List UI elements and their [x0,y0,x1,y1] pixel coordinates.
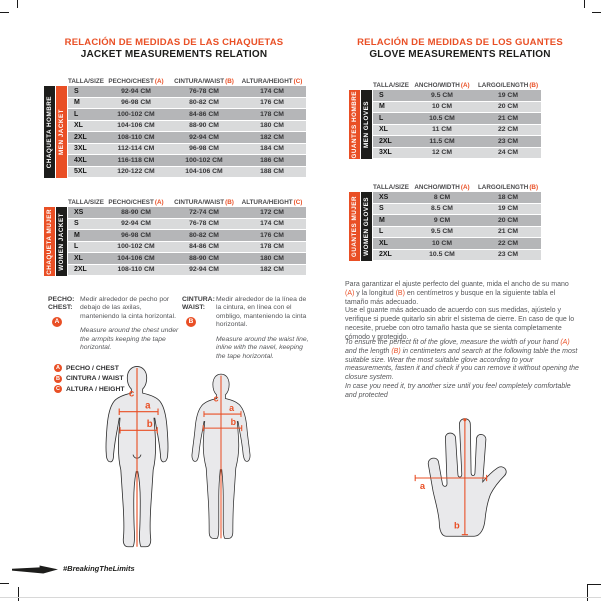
table-row [68,109,306,120]
women-jacket-strip-es: CHAQUETA MUJER [46,208,53,275]
table-row [373,215,541,226]
glove-note-en-p2: In case you need it, try another size until you feel completely comfortable and protected [345,382,571,399]
td-height: 180 CM [260,254,284,262]
td-size: M [379,103,385,111]
glove-note-es-p1: Para garantizar el ajuste perfecto del guante, mida el ancho de su mano (A) y la longitud (B) en centímetros y busque en la siguiente tabla el tamaño más adecuado. [345,281,569,306]
td-length: 23 CM [497,251,519,259]
col-height: ALTURA/HEIGHT(C) [241,77,303,85]
col-size: TALLA/SIZE [68,198,104,206]
table-row [373,102,541,113]
waist-label-en: WAIST: [182,304,206,312]
td-width: 9.5 CM [431,91,453,99]
col-length: LARGO/LENGTH(B) [477,81,539,89]
td-size: S [74,220,79,228]
td-width: 12 CM [431,149,453,157]
men-jacket-strip-es: CHAQUETA HOMBRE [44,86,55,178]
crop-mark [17,0,18,8]
women-gloves-rows [373,192,541,261]
td-size: 3XL [379,149,392,157]
td-length: 24 CM [497,149,519,157]
td-size: L [74,243,79,251]
table-row [68,207,306,218]
td-height: 176 CM [260,99,284,107]
legend-height: C ALTURA / HEIGHT [56,385,125,393]
td-length: 20 CM [497,216,519,224]
td-height: 174 CM [260,87,284,95]
crop-mark [0,583,9,584]
table-row [68,86,306,97]
col-length: LARGO/LENGTH(B) [477,183,539,191]
col-chest: PECHO/CHEST(A) [108,198,164,206]
hand-diagram [402,412,520,544]
women-jacket-table [44,197,306,276]
footer-hashtag: #BreakingTheLimits [63,564,135,573]
label-a: a [229,403,235,414]
td-size: 2XL [74,266,87,274]
waist-text-en: Measure around the waist line, inline with the navel, keeping the tape horizontal. [216,335,309,360]
waist-text-es: Medir alrededor de la línea de la cintura, en línea con el ombligo, manteniendo la cinta horizontal. [216,296,307,329]
td-height: 180 CM [260,122,284,130]
legend-waist: B CINTURA / WAIST [56,375,124,382]
td-height: 178 CM [260,110,284,118]
td-size: XS [74,208,84,216]
page-edge-line [0,597,601,598]
label-a: a [145,400,151,412]
letter-a-badge: A [52,317,62,327]
td-size: S [74,87,79,95]
td-waist: 80-82 CM [189,231,219,239]
table-row [68,242,306,253]
brand-logo-icon [12,565,58,574]
table-row [68,121,306,132]
td-length: 22 CM [497,239,519,247]
td-size: 4XL [74,156,87,164]
td-width: 8 CM [433,193,451,201]
crop-mark [0,12,9,13]
td-waist: 84-86 CM [189,243,219,251]
td-waist: 92-94 CM [189,133,219,141]
men-gloves-rows [373,90,541,159]
col-waist: CINTURA/WAIST(B) [174,77,234,85]
table-row [68,155,306,166]
td-width: 9 CM [433,216,451,224]
td-size: L [74,110,79,118]
td-width: 11.5 CM [429,137,455,145]
table-row [373,125,541,136]
gloves-title-en: GLOVE MEASUREMENTS RELATION [369,49,551,60]
label-c: c [128,388,135,400]
td-length: 23 CM [497,137,519,145]
td-size: L [379,228,384,236]
td-size: 3XL [74,145,87,153]
glove-note-es [345,281,579,342]
women-gloves-strip-en: WOMEN GLOVES [361,192,372,261]
td-height: 178 CM [260,243,284,251]
table-row [68,98,306,109]
table-row [373,238,541,249]
letter-a-badge: A [54,364,62,372]
td-size: 2XL [379,137,392,145]
table-row [68,265,306,276]
td-waist: 96-98 CM [189,145,219,153]
td-height: 176 CM [260,231,284,239]
jackets-title-en: JACKET MEASUREMENTS RELATION [80,49,268,60]
td-waist: 88-90 CM [189,122,219,130]
waist-label-es: CINTURA: [182,296,215,303]
td-waist: 80-82 CM [189,99,219,107]
letter-b-badge: B [186,317,196,327]
col-width: ANCHO/WIDTH(A) [414,183,470,191]
td-size: M [74,231,80,239]
td-length: 21 CM [497,114,519,122]
table-row [68,144,306,155]
col-size: TALLA/SIZE [373,183,409,191]
td-size: M [379,216,385,224]
td-size: 5XL [74,168,87,176]
td-length: 21 CM [497,228,519,236]
td-size: S [379,205,384,213]
letter-b-badge: B [54,375,62,383]
td-chest: 116-118 CM [117,156,155,164]
td-size: XL [379,126,388,134]
gloves-title [345,37,575,60]
td-waist: 92-94 CM [189,266,219,274]
td-width: 11 CM [432,126,452,134]
label-c: c [213,393,219,404]
td-waist: 76-78 CM [189,87,219,95]
men-jacket-header [68,76,306,86]
label-a: a [419,480,426,491]
td-length: 19 CM [497,205,519,213]
col-waist: CINTURA/WAIST(B) [174,198,234,206]
table-row [68,167,306,178]
chest-label-es: PECHO: [48,296,75,303]
td-size: XS [379,193,389,201]
td-size: XL [379,239,388,247]
men-jacket-rows [68,86,306,178]
female-body-diagram [184,364,258,550]
td-chest: 92-94 CM [121,87,151,95]
td-chest: 96-98 CM [121,231,151,239]
glove-note-en [345,339,579,400]
table-row [68,219,306,230]
chest-label-en: CHEST: [48,304,73,312]
td-chest: 112-114 CM [117,145,155,153]
td-height: 182 CM [260,133,284,141]
td-chest: 100-102 CM [117,110,155,118]
women-gloves-strip-es: GUANTES MUJER [349,192,360,261]
td-chest: 88-90 CM [121,208,151,216]
col-size: TALLA/SIZE [373,81,409,89]
td-chest: 120-122 CM [117,168,155,176]
td-size: M [74,99,80,107]
women-jacket-strip-en: WOMEN JACKET [56,207,67,276]
table-row [68,253,306,264]
gloves-title-es: RELACIÓN DE MEDIDAS DE LOS GUANTES [357,37,563,48]
col-chest: PECHO/CHEST(A) [108,77,164,85]
td-width: 10 CM [431,239,453,247]
td-chest: 108-110 CM [117,266,155,274]
crop-mark [587,584,588,601]
crop-mark [592,12,601,13]
td-height: 182 CM [260,266,284,274]
td-length: 22 CM [497,126,519,134]
td-size: XL [74,254,83,262]
label-b: b [454,520,460,531]
td-width: 10.5 CM [429,114,455,122]
col-width: ANCHO/WIDTH(A) [414,81,470,89]
td-height: 174 CM [260,220,284,228]
men-gloves-header [373,80,541,90]
td-size: S [379,91,384,99]
men-jacket-table [44,76,306,178]
hand-silhouette [428,419,506,537]
table-row [68,230,306,241]
waist-measure-note [182,296,312,367]
col-height: ALTURA/HEIGHT(C) [241,198,303,206]
jackets-title [40,37,308,60]
td-waist: 104-106 CM [185,168,223,176]
td-size: L [379,114,384,122]
label-b: b [230,417,237,428]
women-jacket-header [68,197,306,207]
table-row [373,250,541,261]
women-gloves-header [373,182,541,192]
legend-chest: A PECHO / CHEST [56,364,119,372]
men-gloves-strip-en: MEN GLOVES [361,90,372,159]
table-row [373,192,541,203]
table-row [373,148,541,159]
label-b: b [146,419,153,431]
table-row [373,113,541,124]
men-gloves-strip-es: GUANTES HOMBRE [351,90,358,159]
td-size: 2XL [74,133,87,141]
td-length: 19 CM [497,91,519,99]
td-waist: 84-86 CM [189,110,219,118]
table-row [373,204,541,215]
td-waist: 72-74 CM [189,208,219,216]
td-size: XL [74,122,83,130]
men-gloves-table [349,80,541,159]
glove-note-en-p1: To ensure the perfect fit of the glove, measure the width of your hand (A) and the length (B) in centimeters and search at the following table the most suitable size. Wear the most suitable glove according to your measurements, fasten it and check if you can remove it without opening the closure system. [345,339,579,381]
chest-text-es: Medir alrededor de pecho por debajo de las axilas, manteniendo la cinta horizontal. [80,296,176,320]
chest-measure-note [48,296,180,359]
td-height: 184 CM [260,145,284,153]
td-length: 18 CM [497,193,519,201]
td-chest: 92-94 CM [121,220,151,228]
crop-mark [584,0,585,8]
women-jacket-rows [68,207,306,276]
td-length: 20 CM [497,103,519,111]
men-jacket-strip-en: MEN JACKET [56,86,67,178]
table-row [373,227,541,238]
td-chest: 108-110 CM [117,133,155,141]
crop-mark [588,584,601,585]
col-size: TALLA/SIZE [68,77,104,85]
women-gloves-table [349,182,541,261]
glove-note-es-p2: Use el guante más adecuado de acuerdo con sus medidas, ajústelo y verifique si puede quitarlo sin abrir el sistema de cierre. En caso de que lo necesite, pruebe con otro tamaño hasta que se sienta completamente cómodo y protegido. [345,307,575,341]
table-row [373,90,541,101]
td-width: 10 CM [431,103,453,111]
crop-mark [18,587,19,601]
table-row [373,136,541,147]
td-chest: 104-106 CM [117,254,155,262]
td-height: 186 CM [260,156,284,164]
td-width: 10.5 CM [429,251,455,259]
td-width: 9.5 CM [431,228,453,236]
letter-c-badge: C [54,385,62,393]
chest-text-en: Measure around the chest under the armpits keeping the tape horizontal. [80,327,179,352]
td-chest: 100-102 CM [117,243,155,251]
td-waist: 76-78 CM [189,220,219,228]
fingertip-dot [463,418,466,421]
jackets-title-es: RELACIÓN DE MEDIDAS DE LAS CHAQUETAS [64,37,284,48]
td-width: 8.5 CM [431,205,453,213]
table-row [68,132,306,143]
male-body-diagram [96,364,178,550]
td-size: 2XL [379,251,392,259]
td-height: 188 CM [260,168,284,176]
td-waist: 100-102 CM [185,156,223,164]
td-chest: 104-106 CM [117,122,155,130]
td-chest: 96-98 CM [121,99,151,107]
td-height: 172 CM [260,208,284,216]
td-waist: 88-90 CM [189,254,219,262]
